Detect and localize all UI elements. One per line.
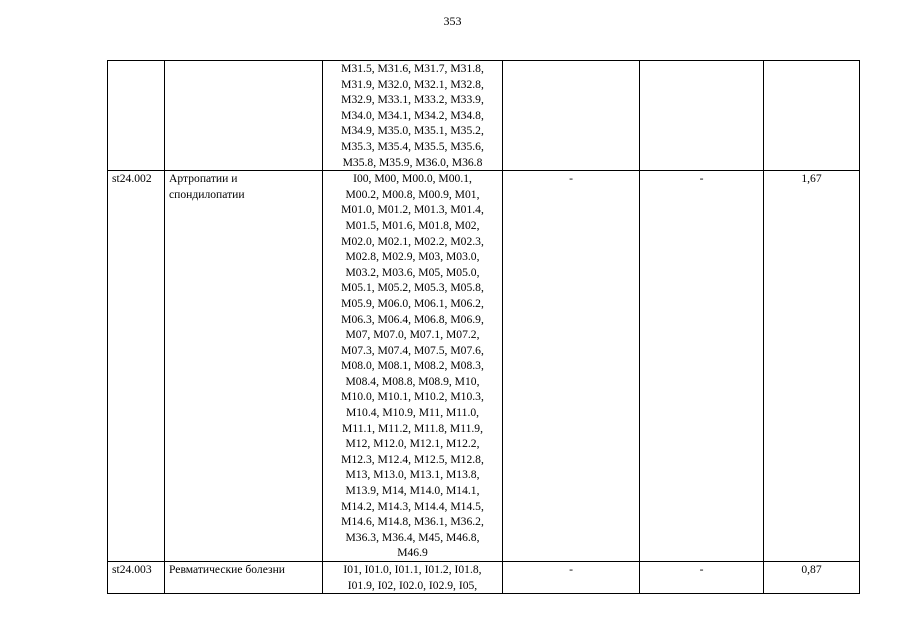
icd-line: M03.2, M03.6, M05, M05.0, — [345, 265, 480, 279]
row-name — [165, 171, 323, 562]
name-line: Ревматические болезни — [169, 563, 285, 576]
icd-line: I01.9, I02, I02.0, I02.9, I05, — [347, 578, 478, 592]
icd-line: M14.6, M14.8, M36.1, M36.2, — [341, 515, 484, 529]
row-col4: - — [503, 562, 640, 594]
icd-line: M31.9, M32.0, M32.1, M32.8, — [341, 77, 484, 91]
icd-line: M13, M13.0, M13.1, M13.8, — [345, 468, 480, 482]
row-code — [108, 61, 165, 171]
tariff-table — [107, 60, 860, 594]
icd-line: I01, I01.0, I01.1, I01.2, I01.8, — [343, 563, 482, 576]
icd-line: M36.3, M36.4, M45, M46.8, — [345, 530, 480, 544]
icd-line: M05.9, M06.0, M06.1, M06.2, — [341, 296, 484, 310]
row-coefficient — [764, 61, 860, 171]
icd-line: M35.8, M35.9, M36.0, M36.8 — [342, 155, 483, 169]
icd-line: M06.3, M06.4, M06.8, M06.9, — [341, 312, 484, 326]
row-icd-codes — [323, 61, 503, 171]
row-col5: - — [640, 171, 764, 562]
row-icd-codes — [323, 562, 503, 594]
icd-line: M08.4, M08.8, M08.9, M10, — [345, 374, 480, 388]
icd-line: M13.9, M14, M14.0, M14.1, — [345, 484, 480, 498]
row-col5: - — [640, 562, 764, 594]
row-name — [165, 61, 323, 171]
row-col5 — [640, 61, 764, 171]
icd-line: M11.1, M11.2, M11.8, M11.9, — [342, 421, 483, 435]
row-coefficient: 0,87 — [764, 562, 860, 594]
icd-line: M05.1, M05.2, M05.3, M05.8, — [341, 281, 484, 295]
icd-line: M35.3, M35.4, M35.5, M35.6, — [341, 139, 484, 153]
table-row — [108, 171, 860, 562]
icd-line: M34.9, M35.0, M35.1, M35.2, — [341, 124, 484, 138]
icd-line: M00.2, M00.8, M00.9, M01, — [345, 187, 480, 201]
row-icd-codes — [323, 171, 503, 562]
icd-line: M01.5, M01.6, M01.8, M02, — [345, 218, 480, 232]
table-row — [108, 61, 860, 171]
table-row — [108, 562, 860, 594]
icd-line: I00, M00, M00.0, M00.1, — [353, 172, 472, 186]
icd-line: M02.0, M02.1, M02.2, M02.3, — [341, 234, 484, 248]
icd-line: M10.4, M10.9, M11, M11.0, — [345, 406, 480, 420]
icd-line: M07.3, M07.4, M07.5, M07.6, — [341, 343, 484, 357]
icd-line: M14.2, M14.3, M14.4, M14.5, — [341, 499, 484, 513]
name-line: Артропатии и — [169, 172, 238, 186]
icd-line: M12, M12.0, M12.1, M12.2, — [345, 437, 480, 451]
name-line: спондилопатии — [169, 187, 245, 201]
icd-line: M12.3, M12.4, M12.5, M12.8, — [341, 452, 484, 466]
icd-line: M10.0, M10.1, M10.2, M10.3, — [341, 390, 484, 404]
row-code: st24.002 — [108, 171, 165, 562]
icd-line: M02.8, M02.9, M03, M03.0, — [345, 250, 480, 264]
icd-line: M07, M07.0, M07.1, M07.2, — [345, 328, 480, 342]
row-code: st24.003 — [108, 562, 165, 594]
row-name — [165, 562, 323, 594]
icd-line: M34.0, M34.1, M34.2, M34.8, — [341, 108, 484, 122]
row-col4: - — [503, 171, 640, 562]
icd-line: M01.0, M01.2, M01.3, M01.4, — [341, 203, 484, 217]
page-number: 353 — [443, 14, 462, 28]
icd-line: M08.0, M08.1, M08.2, M08.3, — [341, 359, 484, 373]
icd-line: M46.9 — [397, 546, 428, 560]
row-col4 — [503, 61, 640, 171]
icd-line: M32.9, M33.1, M33.2, M33.9, — [341, 93, 484, 107]
row-coefficient: 1,67 — [764, 171, 860, 562]
icd-line: M31.5, M31.6, M31.7, M31.8, — [341, 62, 484, 75]
